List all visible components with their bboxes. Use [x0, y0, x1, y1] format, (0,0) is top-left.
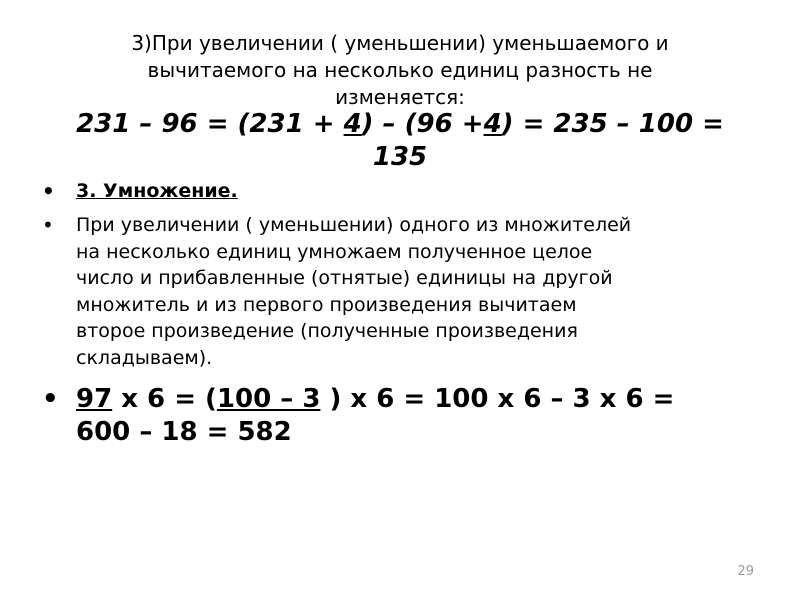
heading-line-2: вычитаемого на несколько единиц разность не	[147, 58, 653, 82]
bullet-dot: •	[42, 179, 55, 203]
rule-line-6: складываем).	[76, 346, 213, 369]
formula-line-2: 135	[372, 142, 428, 172]
formula-text: 231 – 96 = (231 +	[76, 109, 344, 139]
rule-line-2: на несколько единиц умножаем полученное целое	[76, 240, 593, 263]
slide-number: 29	[737, 564, 754, 579]
bullet-multiplication-example	[42, 383, 742, 449]
formula-text: ) = 235 – 100 =	[501, 109, 724, 139]
rule-line-4: множитель и из первого произведения вычитаем	[76, 293, 577, 316]
heading-line-1: 3)При увеличении ( уменьшении) уменьшаемого и	[131, 31, 669, 55]
bullet-multiplication-rule	[42, 212, 742, 371]
formula-underlined-addend: 4	[483, 109, 502, 139]
subtraction-example-formula	[40, 108, 760, 174]
formula-text: ) – (96 +	[361, 109, 484, 139]
bullet-dot: •	[42, 213, 54, 237]
formula-underlined-addend: 4	[343, 109, 362, 139]
rule-line-5: второе произведение (полученные произведения	[76, 320, 578, 342]
bullet-dot: •	[42, 384, 59, 414]
section-title: 3. Умножение.	[76, 180, 238, 202]
example-line-1	[76, 383, 742, 416]
example-text: х 6 = (	[112, 384, 217, 414]
bullet-list	[42, 178, 742, 449]
rule-line-1: При увеличении ( уменьшении) одного из множителей	[76, 214, 632, 236]
heading-line-3: изменяется:	[335, 85, 465, 109]
slide-heading	[40, 30, 760, 111]
formula-line-1	[40, 108, 760, 141]
bullet-multiplication-title	[42, 178, 742, 204]
rule-line-3: число и прибавленные (отнятые) единицы на другой	[76, 267, 613, 289]
example-line-2: 600 – 18 = 582	[76, 417, 292, 447]
example-underlined-factor: 97	[76, 384, 113, 414]
example-underlined-difference: 100 – 3	[216, 384, 321, 414]
example-text: ) х 6 = 100 х 6 – 3 х 6 =	[320, 384, 675, 414]
